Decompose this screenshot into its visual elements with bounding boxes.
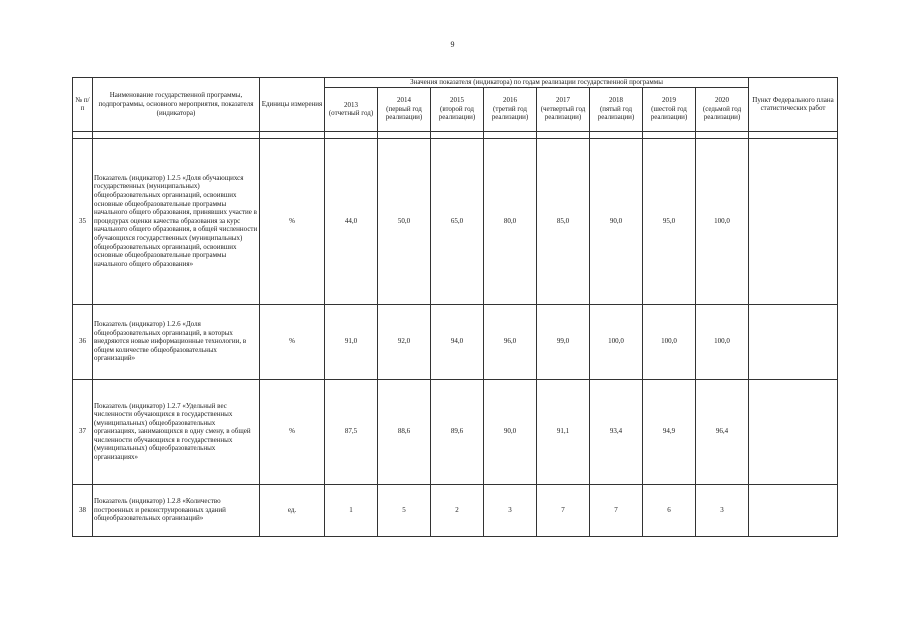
row-name: Показатель (индикатор) 1.2.8 «Количество построенных и реконструированных зданий общеобразовательных организаций» <box>93 484 260 536</box>
row-unit: % <box>260 379 325 484</box>
header-year-cell <box>325 87 378 131</box>
row-value: 95,0 <box>643 138 696 304</box>
header-year-sub: (четвертый год реализации) <box>540 104 586 122</box>
row-value: 91,0 <box>325 304 378 379</box>
header-units: Единицы измерения <box>260 78 325 132</box>
row-value: 96,0 <box>484 304 537 379</box>
row-value: 50,0 <box>378 138 431 304</box>
header-year-cell <box>696 87 749 131</box>
row-value: 3 <box>696 484 749 536</box>
indicators-table <box>72 77 838 537</box>
table-row <box>73 484 838 536</box>
row-value: 93,4 <box>590 379 643 484</box>
header-year: 2013 <box>344 100 358 109</box>
row-value: 80,0 <box>484 138 537 304</box>
row-federal <box>749 138 838 304</box>
row-unit: ед. <box>260 484 325 536</box>
header-year: 2014 <box>397 96 411 105</box>
row-value: 5 <box>378 484 431 536</box>
row-federal <box>749 304 838 379</box>
table-row <box>73 138 838 304</box>
header-year-sub: (пятый год реализации) <box>597 104 635 122</box>
row-name: Показатель (индикатор) 1.2.6 «Доля общеобразовательных организаций, в которых внедряются новые информационные технологии, в общем количестве общеобразовательных организаций» <box>93 304 260 379</box>
row-number: 36 <box>73 304 93 379</box>
row-unit: % <box>260 138 325 304</box>
row-value: 89,6 <box>431 379 484 484</box>
header-year-sub: (второй год реализации) <box>438 104 476 122</box>
row-value: 7 <box>537 484 590 536</box>
row-value: 90,0 <box>590 138 643 304</box>
row-name: Показатель (индикатор) 1.2.5 «Доля обучающихся государственных (муниципальных) общеобразовательных организаций, освоивших основные общеобразовательные программы начального общего образования, принявших участие в процедурах оценки качества образования за курс начального общего образования, в общей численности обучающихся государственных (муниципальных) общеобразовательных организаций, освоивших основные общеобразовательные программы начального общего образования» <box>93 138 260 304</box>
header-year: 2018 <box>609 96 623 105</box>
header-year: 2015 <box>450 96 464 105</box>
row-value: 6 <box>643 484 696 536</box>
header-year-sub: (седьмой год реализации) <box>702 104 742 122</box>
header-values-group: Значения показателя (индикатора) по годам реализации государственной программы <box>325 78 749 88</box>
header-year-sub: (отчетный год) <box>328 109 374 118</box>
header-year-sub: (шестой год реализации) <box>650 104 688 122</box>
row-value: 100,0 <box>590 304 643 379</box>
header-year: 2020 <box>715 96 729 105</box>
row-value: 91,1 <box>537 379 590 484</box>
row-value: 94,9 <box>643 379 696 484</box>
row-federal <box>749 379 838 484</box>
row-number: 37 <box>73 379 93 484</box>
header-year: 2017 <box>556 96 570 105</box>
row-value: 65,0 <box>431 138 484 304</box>
row-name: Показатель (индикатор) 1.2.7 «Удельный вес численности обучающихся в государственных (муниципальных) общеобразовательных организациях, занимающихся в одну смену, в общей численности обучающихся в государственных (муниципальных) общеобразовательных организациях» <box>93 379 260 484</box>
row-value: 100,0 <box>696 304 749 379</box>
row-number: 38 <box>73 484 93 536</box>
spacer-row <box>73 131 838 138</box>
row-value: 100,0 <box>696 138 749 304</box>
row-value: 44,0 <box>325 138 378 304</box>
row-federal <box>749 484 838 536</box>
table-row <box>73 304 838 379</box>
row-value: 90,0 <box>484 379 537 484</box>
row-value: 94,0 <box>431 304 484 379</box>
row-value: 7 <box>590 484 643 536</box>
header-year-cell <box>484 87 537 131</box>
row-value: 96,4 <box>696 379 749 484</box>
header-year-cell <box>378 87 431 131</box>
header-year: 2019 <box>662 96 676 105</box>
row-value: 85,0 <box>537 138 590 304</box>
header-year-cell <box>537 87 590 131</box>
header-name: Наименование государственной программы, подпрограммы, основного мероприятия, показателя (индикатора) <box>93 78 260 132</box>
header-no: № п/п <box>73 78 93 132</box>
row-value: 99,0 <box>537 304 590 379</box>
row-value: 1 <box>325 484 378 536</box>
row-value: 88,6 <box>378 379 431 484</box>
row-value: 92,0 <box>378 304 431 379</box>
header-year: 2016 <box>503 96 517 105</box>
row-value: 87,5 <box>325 379 378 484</box>
row-value: 2 <box>431 484 484 536</box>
row-number: 35 <box>73 138 93 304</box>
page-number: 9 <box>450 40 455 49</box>
row-value: 3 <box>484 484 537 536</box>
header-year-sub: (первый год реализации) <box>385 104 423 122</box>
header-year-cell <box>643 87 696 131</box>
table-row <box>73 379 838 484</box>
header-row-1 <box>73 78 838 88</box>
header-year-cell <box>590 87 643 131</box>
row-value: 100,0 <box>643 304 696 379</box>
header-federal: Пункт Федерального плана статистических работ <box>749 78 838 132</box>
header-year-sub: (третий год реализации) <box>491 104 529 122</box>
header-year-cell <box>431 87 484 131</box>
row-unit: % <box>260 304 325 379</box>
